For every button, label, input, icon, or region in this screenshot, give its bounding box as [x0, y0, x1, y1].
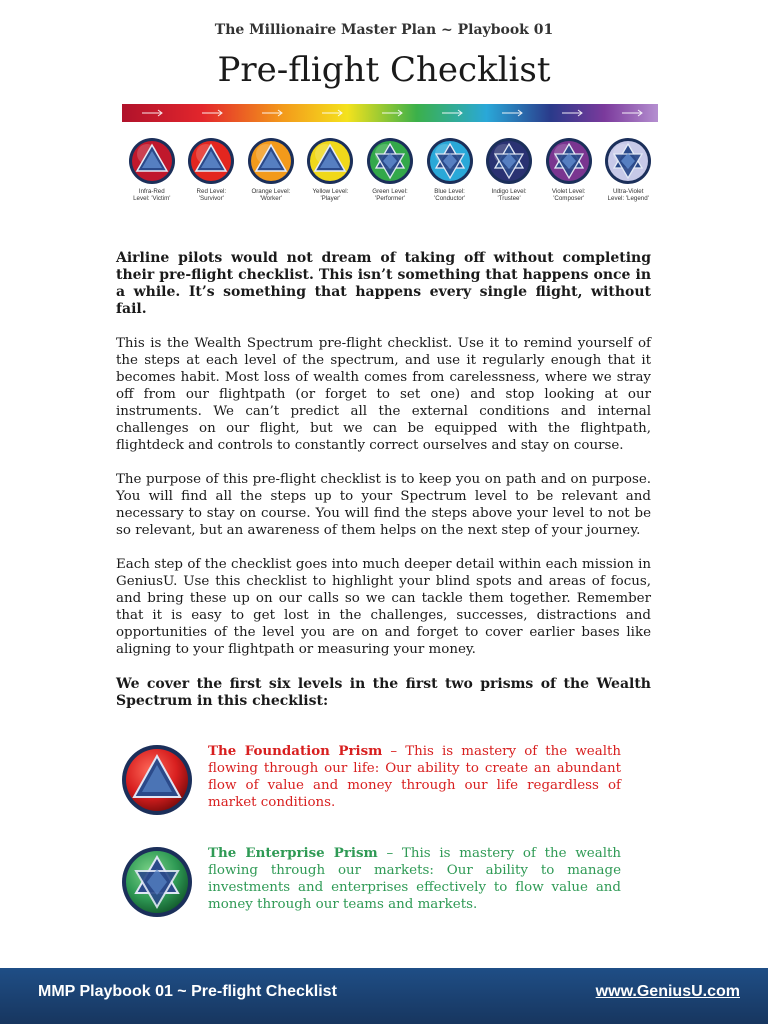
triangle-icon: [246, 136, 296, 186]
spectrum-bar: [122, 104, 658, 122]
spectrum-level: [357, 136, 423, 202]
spectrum-level-label: Indigo Level: 'Trustee': [491, 188, 527, 202]
foundation-prism-description: – This is mastery of the wealth flowing through our life: Our ability to create an abundant flow of value and money through our life regardless of market conditions.: [208, 744, 621, 810]
triangle-icon: [186, 136, 236, 186]
spectrum-level: [119, 136, 185, 202]
footer-website-link[interactable]: www.GeniusU.com: [595, 983, 740, 1000]
star-of-david-icon: [365, 136, 415, 186]
enterprise-prism: [116, 845, 651, 925]
spectrum-level-label: Green Level: 'Performer': [372, 188, 408, 202]
intro-paragraph: Airline pilots would not dream of taking off without completing their pre-flight checklist. This isn’t something that happens once in a while. It’s something that happens every single flight, without fail.: [116, 250, 651, 317]
spectrum-level-label: Red Level: 'Survivor': [196, 188, 227, 202]
page-footer: [0, 968, 768, 1024]
star-of-david-icon: [484, 136, 534, 186]
enterprise-prism-icon: [120, 845, 194, 919]
spectrum-level-label: Infra-Red Level: 'Victim': [133, 188, 171, 202]
spectrum-level-label: Violet Level: 'Composer': [551, 188, 586, 202]
document-subtitle: The Millionaire Master Plan ~ Playbook 01: [214, 22, 554, 38]
spectrum-levels: [122, 136, 658, 216]
spectrum-level: [297, 136, 363, 202]
footer-title: MMP Playbook 01 ~ Pre-flight Checklist: [38, 983, 337, 1000]
lead-paragraph: We cover the first six levels in the first two prisms of the Wealth Spectrum in this checklist:: [116, 676, 651, 709]
enterprise-prism-description: – This is mastery of the wealth flowing through our markets: Our ability to manage investments and enterprises effectively to flow value and money through our teams and markets.: [208, 846, 621, 912]
spectrum-level-label: Blue Level: 'Conductor': [434, 188, 465, 202]
paragraph-2: The purpose of this pre-flight checklist is to keep you on path and on purpose. You will find all the steps up to your Spectrum level to be relevant and necessary to stay on course. You will find the steps above your level to not be so relevant, but an awareness of them helps on the next step of your journey.: [116, 472, 651, 538]
spectrum-level: [536, 136, 602, 202]
spectrum-level-label: Yellow Level: 'Player': [312, 188, 349, 202]
paragraph-1: This is the Wealth Spectrum pre-flight checklist. Use it to remind yourself of the steps at each level of the spectrum, and use it regularly enough that it becomes habit. Most loss of wealth comes from carelessness, where we stray off from our flightpath (or forget to set one) and stop looking at our instruments. We can’t predict all the external conditions and internal challenges on our flight, but we can be equipped with the flightpath, flightdeck and controls to constantly correct ourselves and stay on course.: [116, 336, 651, 453]
star-of-david-icon: [544, 136, 594, 186]
foundation-prism-name: The Foundation Prism: [208, 743, 383, 759]
foundation-prism-icon: [120, 743, 194, 817]
spectrum-level: [238, 136, 304, 202]
foundation-prism: [116, 743, 651, 823]
spectrum-level: [476, 136, 542, 202]
spectrum-level: [178, 136, 244, 202]
triangle-icon: [305, 136, 355, 186]
star-of-david-icon: [425, 136, 475, 186]
enterprise-prism-name: The Enterprise Prism: [208, 845, 378, 861]
paragraph-3: Each step of the checklist goes into much deeper detail within each mission in GeniusU. Use this checklist to highlight your blind spots and areas of focus, and bring these up on our calls so we can tackle them together. Remember that it is easy to get lost in the challenges, successes, distractions and opportunities of the level you are on and forget to cover earlier bases like aligning to your flightpath or measuring your money.: [116, 557, 651, 657]
page-title: Pre-flight Checklist: [217, 50, 551, 90]
spectrum-level: [417, 136, 483, 202]
spectrum-level-label: Orange Level: 'Worker': [251, 188, 291, 202]
spectrum-level-label: Ultra-Violet Level: 'Legend': [607, 188, 649, 202]
spectrum-level: [595, 136, 661, 202]
triangle-icon: [127, 136, 177, 186]
star-of-david-icon: [603, 136, 653, 186]
